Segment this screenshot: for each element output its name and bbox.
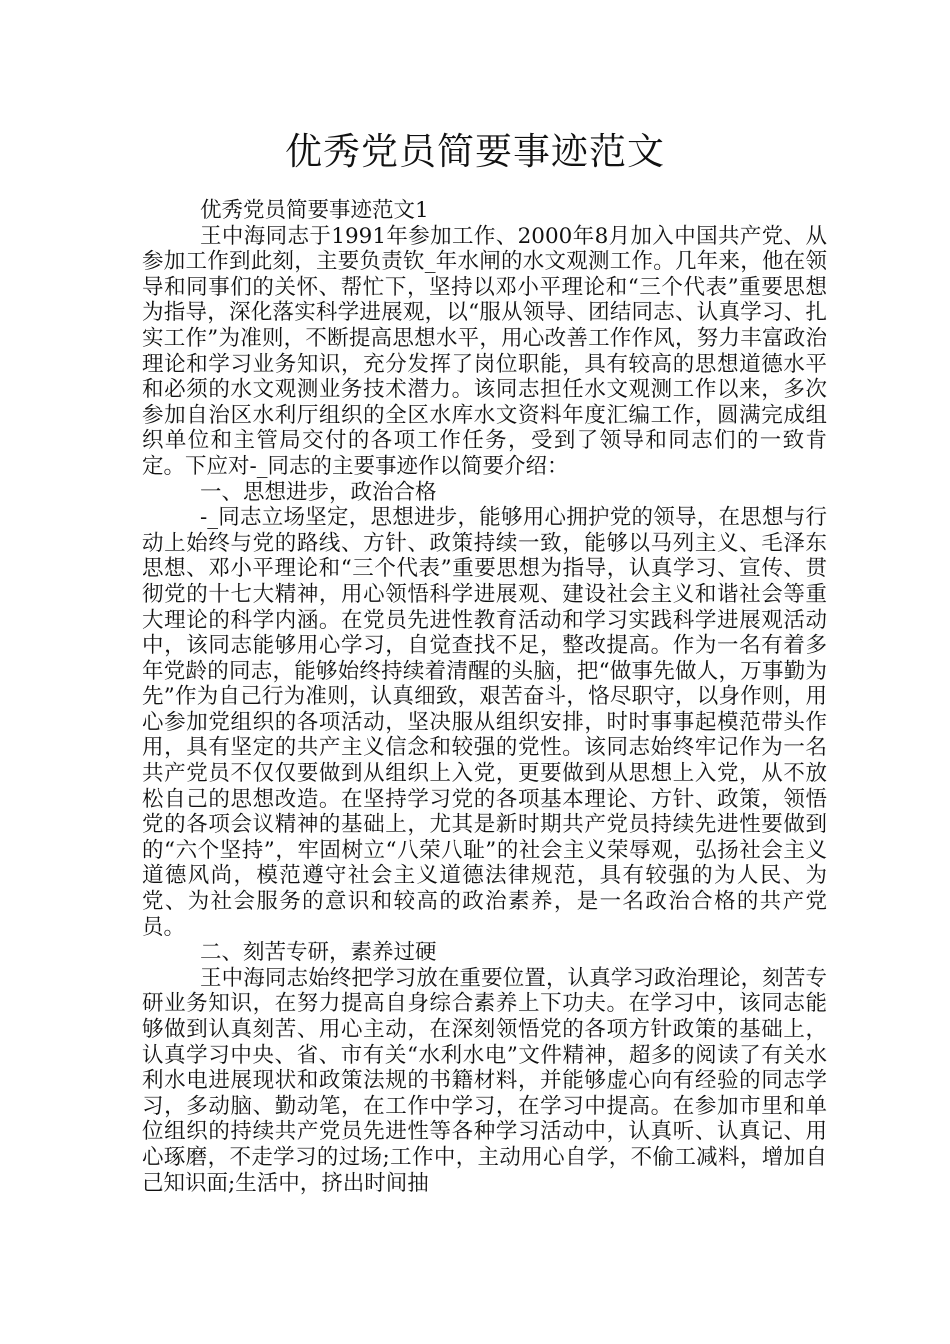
section-heading-1: 一、思想进步，政治合格 bbox=[200, 479, 437, 505]
paragraph-intro: 王中海同志于1991年参加工作、2000年8月加入中国共产党、从参加工作到此刻，主要负责钦_年水闸的水文观测工作。几年来，他在领导和同事们的关怀、帮忙下，坚持以邓小平理论和“三个代表”重要思想为指导，深化落实科学进展观，以“服从领导、团结同志、认真学习、扎实工作”为准则，不断提高思想水平，用心改善工作作风，努力丰富政治理论和学习业务知识，充分发挥了岗位职能，具有较高的思想道德水平和必须的水文观测业务技术潜力。该同志担任水文观测工作以来，多次参加自治区水利厅组织的全区水库水文资料年度汇编工作，圆满完成组织单位和主管局交付的各项工作任务，受到了领导和同志们的一致肯定。下应对-_同志的主要事迹作以简要介绍： bbox=[142, 223, 827, 479]
paragraph-section-2: 王中海同志始终把学习放在重要位置，认真学习政治理论，刻苦专研业务知识，在努力提高自身综合素养上下功夫。在学习中，该同志能够做到认真刻苦、用心主动，在深刻领悟党的各项方针政策的基础上，认真学习中央、省、市有关“水利水电”文件精神，超多的阅读了有关水利水电进展现状和政策法规的书籍材料，并能够虚心向有经验的同志学习，多动脑、勤动笔，在工作中学习，在学习中提高。在参加市里和单位组织的持续共产党员先进性等各种学习活动中，认真听、认真记、用心琢磨，不走学习的过场;工作中，主动用心自学，不偷工减料，增加自己知识面;生活中，挤出时间抽 bbox=[142, 965, 827, 1196]
subheading-example-1: 优秀党员简要事迹范文1 bbox=[200, 198, 429, 223]
section-heading-2: 二、刻苦专研，素养过硬 bbox=[200, 940, 437, 966]
paragraph-section-1: -_同志立场坚定，思想进步，能够用心拥护党的领导，在思想与行动上始终与党的路线、方针、政策持续一致，能够以马列主义、毛泽东思想、邓小平理论和“三个代表”重要思想为指导，认真学习、宣传、贯彻党的十七大精神，用心领悟科学进展观、建设社会主义和谐社会等重大理论的科学内涵。在党员先进性教育活动和学习实践科学进展观活动中，该同志能够用心学习，自觉查找不足，整改提高。作为一名有着多年党龄的同志，能够始终持续着清醒的头脑，把“做事先做人，万事勤为先”作为自己行为准则，认真细致，艰苦奋斗，恪尽职守，以身作则，用心参加党组织的各项活动，坚决服从组织安排，时时事事起模范带头作用，具有坚定的共产主义信念和较强的党性。该同志始终牢记作为一名共产党员不仅仅要做到从组织上入党，更要做到从思想上入党，从不放松自己的思想改造。在坚持学习党的各项基本理论、方针、政策，领悟党的各项会议精神的基础上，尤其是新时期共产党员持续先进性要做到的“六个坚持”，牢固树立“八荣八耻”的社会主义荣辱观，弘扬社会主义道德风尚，模范遵守社会主义道德法律规范，具有较强的为人民、为党、为社会服务的意识和较高的政治素养，是一名政治合格的共产党员。 bbox=[142, 505, 827, 940]
document-body bbox=[142, 198, 827, 1196]
document-title: 优秀党员简要事迹范文 bbox=[285, 130, 665, 173]
